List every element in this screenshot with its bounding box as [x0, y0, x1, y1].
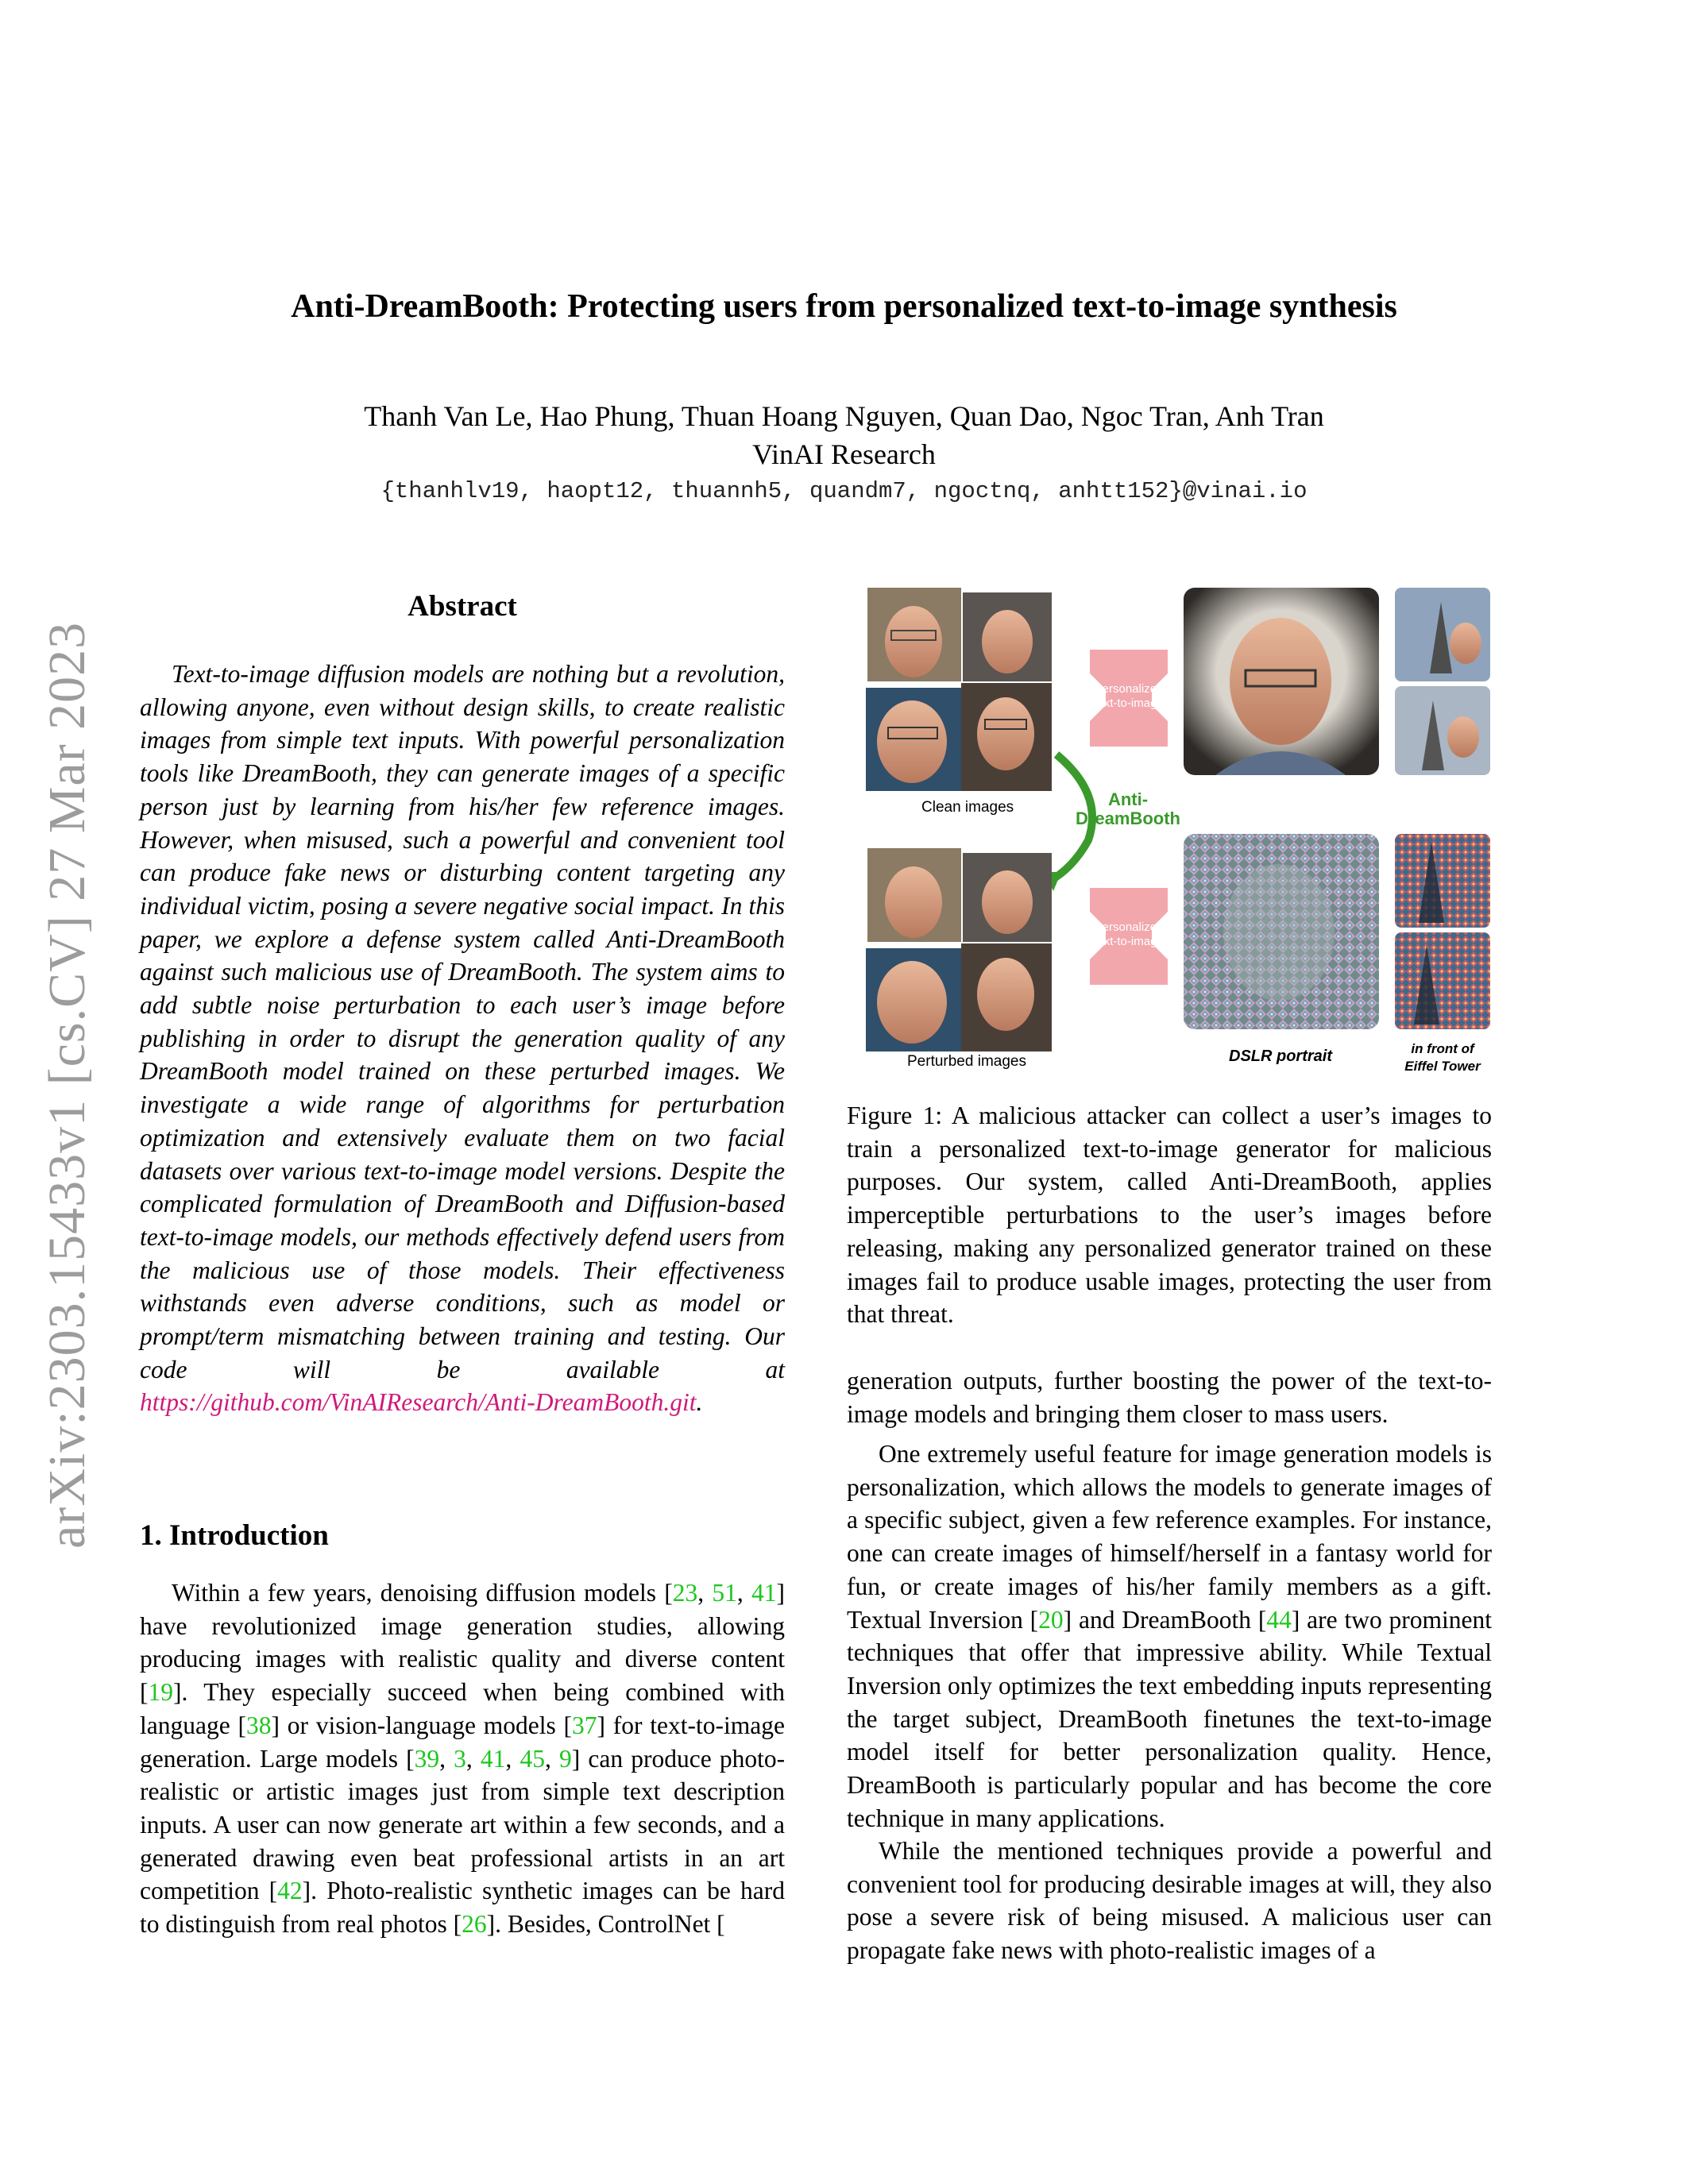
generator-top-label: Personalized text-to-image: [1094, 682, 1164, 710]
abstract-body: Text-to-image diffusion models are nothing but a revolution, allowing anyone, even without design skills, to create realistic images from simple text inputs. With powerful personalization tools like DreamBooth, they can generate images of a specific person just by learning from his/her few reference images. However, when misused, such a powerful and convenient tool can produce fake news or disturbing content targeting any individual victim, posing a severe negative social impact. In this paper, we explore a defense system called Anti-DreamBooth against such malicious use of DreamBooth. The system aims to add subtle noise perturbation to each user’s image before publishing in order to disrupt the generation quality of any DreamBooth model trained on these perturbed images. We investigate a wide range of algorithms for perturbation optimization and extensively evaluate them on two facial datasets over various text-to-image model versions. Despite the complicated formulation of DreamBooth and Diffusion-based text-to-image models, our methods effectively defend users from the malicious use of those models. Their effectiveness withstands even adverse conditions, such as model or prompt/term mismatching between training and testing. Our code will be available at: [140, 660, 785, 1383]
section-heading-introduction: 1. Introduction: [140, 1519, 329, 1552]
citation-link[interactable]: 19: [148, 1678, 173, 1707]
perturbed-images-label: Perturbed images: [907, 1053, 1026, 1070]
intro-paragraph-3: While the mentioned techniques provide a powerful and convenient tool for producing desirable images at will, they also pose a severe risk of being misused. A malicious user can propagate fake news with photo-realistic images of a: [847, 1837, 1492, 1965]
text-run: ,: [544, 1744, 559, 1773]
text-run: ,: [439, 1744, 454, 1773]
text-run: ] are two prominent techniques that offer that impressive ability. While Textual Inversion only optimizes the text embedding inputs representing the target subject, DreamBooth finetunes the text-to-image model itself for better personalization quality. Hence, DreamBooth is particularly popular and has become the core technique in many applications.: [847, 1605, 1492, 1832]
citation-link[interactable]: 51: [712, 1579, 737, 1607]
text-run: ,: [736, 1579, 752, 1607]
code-link[interactable]: https://github.com/VinAIResearch/Anti-DreamBooth.git: [140, 1388, 697, 1417]
text-run: ,: [697, 1579, 713, 1607]
text-run: ] and DreamBooth [: [1063, 1605, 1267, 1634]
figure-1-graphic: [866, 586, 1501, 1083]
text-run: ] or vision-language models [: [271, 1711, 573, 1739]
intro-paragraph-1-continued: generation outputs, further boosting the power of the text-to-image models and bringing them closer to mass users.: [847, 1367, 1492, 1428]
figure-1-caption: Figure 1: A malicious attacker can collect a user’s images to train a personalized text-to-image generator for malicious purposes. Our system, called Anti-DreamBooth, applies imperceptible perturbations to the user’s images before releasing, making any personalized generator trained on these images fail to produce usable images, protecting the user from that threat.: [847, 1102, 1492, 1329]
citation-link[interactable]: 38: [245, 1711, 272, 1739]
citation-link[interactable]: 41: [751, 1579, 777, 1607]
abstract-end: .: [696, 1388, 703, 1417]
text-run: ]. Photo-realistic synthetic images can be hard to distinguish from real photos [: [140, 1877, 785, 1939]
citation-link[interactable]: 44: [1266, 1605, 1292, 1634]
generator-bottom-label: Personalized text-to-image: [1094, 920, 1164, 948]
paper-title: Anti-DreamBooth: Protecting users from personalized text-to-image synthesis: [291, 288, 1397, 325]
text-run: One extremely useful feature for image generation models is personalization, which allows the models to generate images of a specific subject, given a few reference examples. For instance, one can create images of himself/herself in a fantasy world for fun, or create images of his/her family members as a gift. Textual Inversion [: [847, 1440, 1492, 1634]
text-run: ]. They especially succeed when being combined with language [: [140, 1678, 785, 1739]
citation-link[interactable]: 20: [1038, 1605, 1064, 1634]
citation-link[interactable]: 42: [277, 1877, 303, 1905]
citation-link[interactable]: 3: [454, 1744, 466, 1773]
citation-link[interactable]: 41: [480, 1744, 506, 1773]
citation-link[interactable]: 26: [462, 1910, 487, 1939]
text-run: ,: [465, 1744, 481, 1773]
intro-paragraph-1: [140, 1576, 785, 1941]
text-run: ]. Besides, ControlNet [: [486, 1910, 725, 1939]
abstract-text: [140, 658, 785, 1419]
text-run: ,: [505, 1744, 520, 1773]
perturbed-images-group: [866, 848, 1052, 1051]
citation-link[interactable]: 45: [520, 1744, 545, 1773]
figure-1: [866, 586, 1501, 1083]
prompt-label-eiffel: in front of Eiffel Tower: [1404, 1041, 1481, 1074]
abstract-heading: Abstract: [408, 590, 517, 623]
author-list: Thanh Van Le, Hao Phung, Thuan Hoang Nguyen, Quan Dao, Ngoc Tran, Anh Tran: [364, 400, 1324, 432]
citation-link[interactable]: 9: [558, 1744, 572, 1773]
text-run: Within a few years, denoising diffusion models [: [172, 1579, 673, 1607]
output-eiffel-perturbed-2: [1395, 932, 1490, 1029]
anti-dreambooth-label: Anti-DreamBooth: [1075, 789, 1181, 828]
clean-images-label: Clean images: [921, 799, 1014, 816]
clean-images-group: [866, 588, 1052, 791]
citation-link[interactable]: 39: [414, 1744, 440, 1773]
arxiv-identifier: arXiv:2303.15433v1 [cs.CV] 27 Mar 2023: [38, 621, 96, 1549]
prompt-label-dslr: DSLR portrait: [1229, 1048, 1332, 1065]
text-run: ] for text-to-image generation. Large models [: [140, 1711, 785, 1773]
intro-paragraph-2: [847, 1437, 1492, 1835]
citation-link[interactable]: 37: [572, 1711, 597, 1739]
citation-link[interactable]: 23: [672, 1579, 698, 1607]
author-block: [0, 397, 1688, 473]
affiliation: VinAI Research: [752, 438, 936, 470]
text-run: ] have revolutionized image generation studies, allowing producing images with realistic quality and diverse content [: [140, 1579, 786, 1707]
author-emails: {thanhlv19, haopt12, thuannh5, quandm7, ngoctnq, anhtt152}@vinai.io: [380, 478, 1308, 504]
text-run: ] can produce photo-realistic or artistic images just from simple text description inputs. A user can now generate art within a few seconds, and a generated drawing even beat professional artists in an art competition [: [140, 1744, 786, 1905]
